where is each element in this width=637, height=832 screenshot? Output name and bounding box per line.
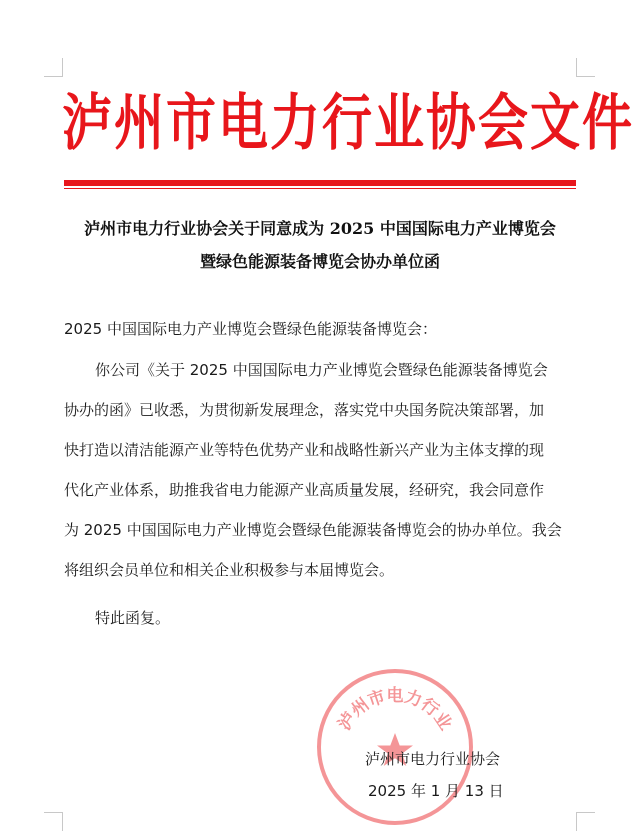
body-line-3: 快打造以清洁能源产业等特色优势产业和战略性新兴产业为主体支撑的现 <box>64 441 545 459</box>
crop-mark-bottom-right <box>576 812 595 831</box>
official-seal-stamp <box>313 665 477 829</box>
crop-mark-bottom-left <box>44 812 63 831</box>
closing-line: 特此函复。 <box>95 609 171 627</box>
seal-text: 泸州市电力行业 <box>334 686 456 734</box>
body-line-2: 协办的函》已收悉，为贯彻新发展理念，落实党中央国务院决策部署，加 <box>64 401 545 419</box>
body-line-4: 代化产业体系，助推我省电力能源产业高质量发展，经研究，我会同意作 <box>64 481 545 499</box>
letterhead-rule-thin <box>64 188 576 189</box>
crop-mark-top-left <box>44 58 63 77</box>
body-line-1: 你公司《关于 2025 中国国际电力产业博览会暨绿色能源装备博览会 <box>95 361 548 379</box>
svg-text:泸州市电力行业 <box>335 685 456 734</box>
document-title-line-2: 暨绿色能源装备博览会协办单位函 <box>199 252 440 271</box>
letterhead-rule <box>64 180 576 186</box>
body-line-6: 将组织会员单位和相关企业积极参与本届博览会。 <box>64 561 395 579</box>
body-line-5: 为 2025 中国国际电力产业博览会暨绿色能源装备博览会的协办单位。我会 <box>64 521 562 539</box>
document-title-line-1: 泸州市电力行业协会关于同意成为 2025 中国国际电力产业博览会 <box>84 219 556 238</box>
signature-date: 2025 年 1 月 13 日 <box>368 782 504 800</box>
crop-mark-top-right <box>576 58 595 77</box>
signature-organization: 泸州市电力行业协会 <box>365 750 501 768</box>
letterhead-title: 泸州市电力行业协会文件 <box>62 86 634 159</box>
salutation: 2025 中国国际电力产业博览会暨绿色能源装备博览会： <box>64 320 437 338</box>
